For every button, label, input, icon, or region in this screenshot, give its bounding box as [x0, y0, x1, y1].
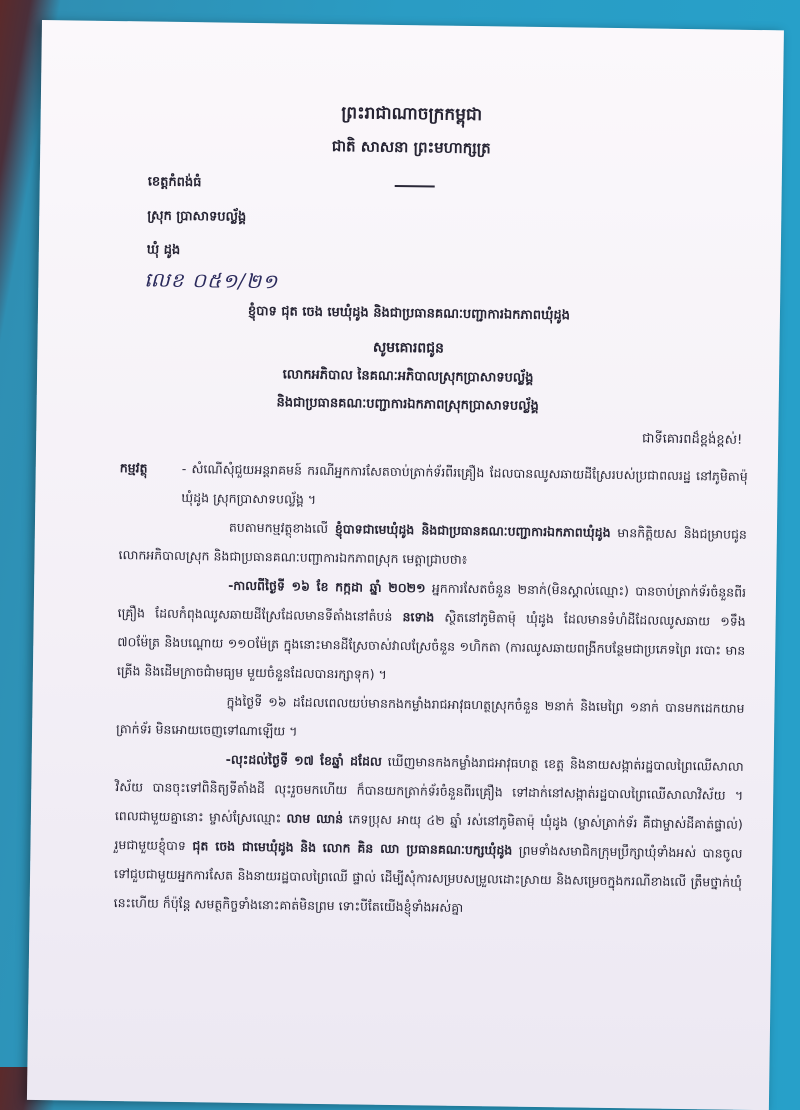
respectfully-to: សូមគោរពជូន — [372, 339, 445, 357]
sender-commune: ឃុំ ដូង — [146, 242, 181, 258]
p3-text-d: ព្រមទាំងសមាជិកក្រុមប្រឹក្សាឃុំទាំងអស់ បានចូលទៅជួបជាមួយអ្នកការសែត និងនាយរដ្ឋបាលព្រៃឈើ ផ្ទាល់ ដើម្បីសុំការសម្របសម្រួលដោះស្រាយ និងសម្រេចក្នុងករណីខាងលើ ត្រឹមថ្នាក់ឃុំនេះហើយ ក៏ប៉ុន្តែ សមត្ថកិច្ចទាំងនោះគាត់មិនព្រម ទោះបីតែយើងខ្ញុំទាំងអស់គ្នា — [113, 842, 743, 915]
p1-text-a: អ្នកការសែតចំនួន ២នាក់(មិនស្គាល់ឈ្មោះ) បានចាប់ត្រាក់ទ័រចំនួនពីរគ្រឿង ដែលកំពុងឈូសឆាយដីស្រែដែលមានទីតាំងនៅតំបន់ — [117, 580, 747, 624]
reference-number-text: លេខ ០៥១/២១ — [144, 267, 279, 294]
recipient-line-2: និងជាប្រធានគណៈបញ្ជាការឯកភាពស្រុកប្រាសាទបល្ល័ង្គ — [276, 395, 539, 414]
paragraph-2: ក្នុងថ្ងៃទី ១៦ ដដែលពេលយប់មានកងកម្លាំងរាជអាវុធហត្ថស្រុកចំនួន ២នាក់ និងមេព្រៃ ១នាក់ បានមកដេកយាមត្រាក់ទ័រ មិនអោយចេញទៅណាឡើយ ។ — [116, 693, 745, 739]
motto-divider — [395, 185, 435, 188]
kingdom-heading: ព្រះរាជាណាចក្រកម្ពុជា — [341, 103, 483, 126]
paragraph-3 — [113, 743, 743, 926]
p3-text-a: ឃើញមានកងកម្លាំងរាជអាវុធហត្ថ ខេត្ត និងនាយសង្កាត់រដ្ឋបាលព្រៃឈើសាលាវិស័យ បានចុះទៅពិនិត្យទីតាំងដី លុះរួចមកហើយ ក៏បានយកត្រាក់ទ័រចំនួនពីរគ្រឿង ទៅដាក់នៅសង្កាត់រដ្ឋបាលព្រៃឈើសាលាវិស័យ ។ ពេលជាមួយគ្នានោះ ម្ចាស់ស្រែឈ្មោះ — [114, 753, 744, 826]
ref-intro: តបតាមកម្មវត្ថុខាងលើ — [228, 519, 329, 537]
sender-district: ស្រុក ប្រាសាទបល្ល័ង្គ — [147, 208, 247, 225]
reference-paragraph — [118, 511, 747, 578]
greeting: ជាទីគោរពដ៏ខ្ពង់ខ្ពស់! — [641, 431, 743, 448]
subject-text: - សំណើសុំជួយអន្តរាគមន៍ ករណីអ្នកការសែតចាប់ត្រាក់ទ័រពីរគ្រឿង ដែលបានឈូសឆាយដីស្រែរបស់ប្រជាពលរដ្ឋ នៅភូមិតាម៉ុ ឃុំដូង ស្រុកប្រាសាទបល្ល័ង្គ ។ — [181, 460, 748, 507]
p3-and: និង — [300, 839, 317, 855]
letter-body — [113, 453, 747, 926]
p1-date: -កាលពីថ្ងៃទី ១៦ ខែ កក្កដា ឆ្នាំ ២០២១ — [228, 577, 426, 596]
national-motto: ជាតិ សាសនា ព្រះមហាក្សត្រ — [331, 137, 491, 158]
p3-deputy: លោក គិន ឈា ប្រធានគណៈបក្សឃុំដូង — [322, 840, 513, 858]
paragraph-1 — [117, 569, 747, 694]
sender-province: ខេត្តកំពង់ធំ — [147, 174, 202, 191]
letter-page — [27, 20, 784, 1110]
letter-from: ខ្ញុំបាទ ជុត ចេង មេឃុំដូង និងជាប្រធានគណៈបញ្ជាការឯកភាពឃុំដូង — [247, 303, 571, 324]
p3-owner: លាម ឈាន់ — [286, 810, 344, 827]
recipient-line-1: លោកអភិបាល នៃគណៈអភិបាលស្រុកប្រាសាទបល្ល័ង្គ — [282, 367, 534, 386]
subject-label: កម្មវត្ថុ — [119, 460, 148, 476]
p3-text-b: ភេទប្រុស អាយុ ៤២ ឆ្នាំ រស់នៅភូមិតាម៉ុ ឃុំដូង (ម្ចាស់ត្រាក់ទ័រ គឺជាម្ចាស់ដីគាត់ផ្ទាល់) រួមជាមួយខ្ញុំបាទ — [114, 811, 743, 854]
p3-chief: ជុត ចេង ជាមេឃុំដូង — [192, 838, 294, 855]
subject-row — [119, 453, 748, 520]
p1-place: នទោង — [402, 609, 435, 625]
p1-text-b: ស្ថិតនៅភូមិតាម៉ុ ឃុំដូង ដែលមានទំហំដីដែលឈូសឆាយ ១ទឹង ៧០ម៉ែត្រ និងបណ្តោយ ១១០ម៉ែត្រ ក្នុងនោះមានដីស្រែចាស់វាលស្រែចំនួន ១ហិកតា (ការឈូសឆាយពង្រីកបន្ថែមជាប្រភេទព្រៃ របោះ មានគ្រើង និងដើមក្រាចជំាមធ្យម មួយចំនួនដែលបានរក្សាទុក) ។ — [116, 609, 746, 682]
reference-number — [144, 266, 278, 298]
ref-sender: ខ្ញុំបាទជាមេឃុំដូង និងជាប្រធានគណៈបញ្ជាការឯកភាពឃុំដូង — [334, 521, 611, 540]
p3-date: -លុះដល់ថ្ងៃទី ១៧ ខែឆ្នាំ ដដែល — [225, 751, 382, 769]
ref-rest: មានកិត្តិយស និងជម្រាបជូនលោកអភិបាលស្រុក និងជាប្រធានគណៈបញ្ជាការឯកភាពស្រុក មេត្តាជ្រាបថា៖ — [118, 525, 747, 567]
